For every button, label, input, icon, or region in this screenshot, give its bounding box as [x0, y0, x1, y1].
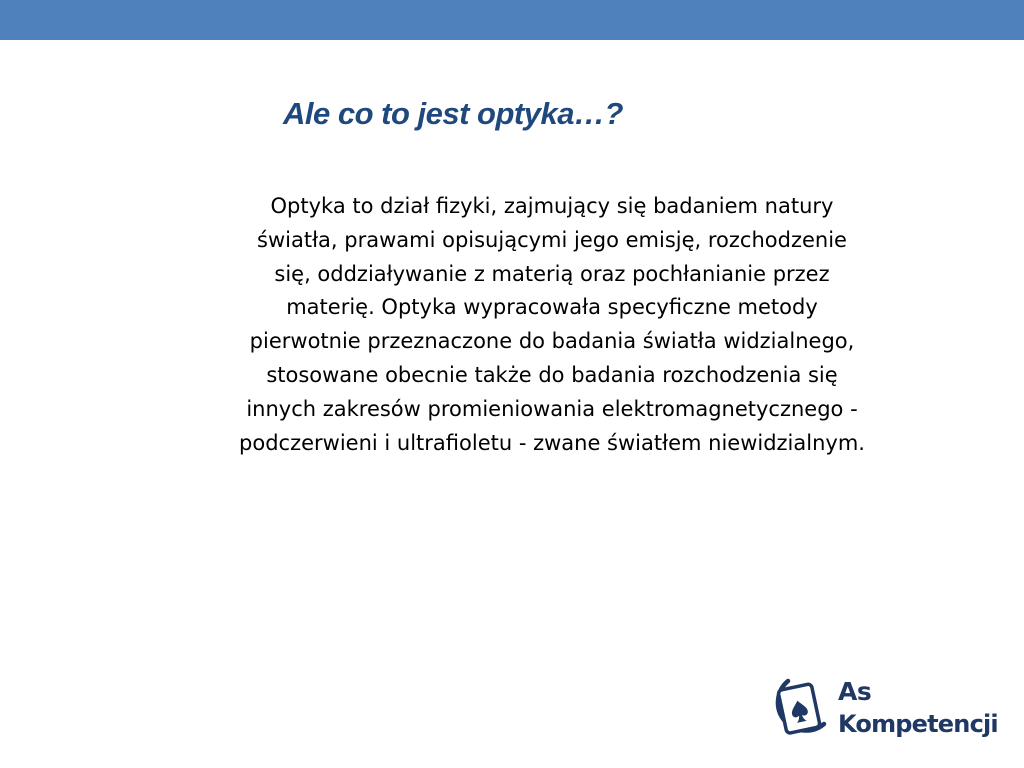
slide-title: Ale co to jest optyka…?: [283, 96, 623, 131]
logo-wordmark: [838, 675, 998, 739]
logo-text-line1: As: [838, 677, 872, 706]
card-spade-icon: [768, 672, 834, 744]
as-kompetencji-logo: [768, 672, 998, 744]
logo-text-line2: Kompetencji: [838, 710, 998, 738]
top-accent-bar: [0, 0, 1024, 40]
slide-body-text: Optyka to dział fizyki, zajmujący się badaniem natury światła, prawami opisującymi jego emisję, rozchodzenie się, oddziaływanie z materią oraz pochłanianie przez materię. Optyka wypracowała specyficzne metody pierwotnie przeznaczone do badania światła widzialnego, stosowane obecnie także do badania rozchodzenia się innych zakresów promieniowania elektromagnetycznego - podczerwieni i ultrafioletu - zwane światłem niewidzialnym.: [239, 194, 865, 455]
